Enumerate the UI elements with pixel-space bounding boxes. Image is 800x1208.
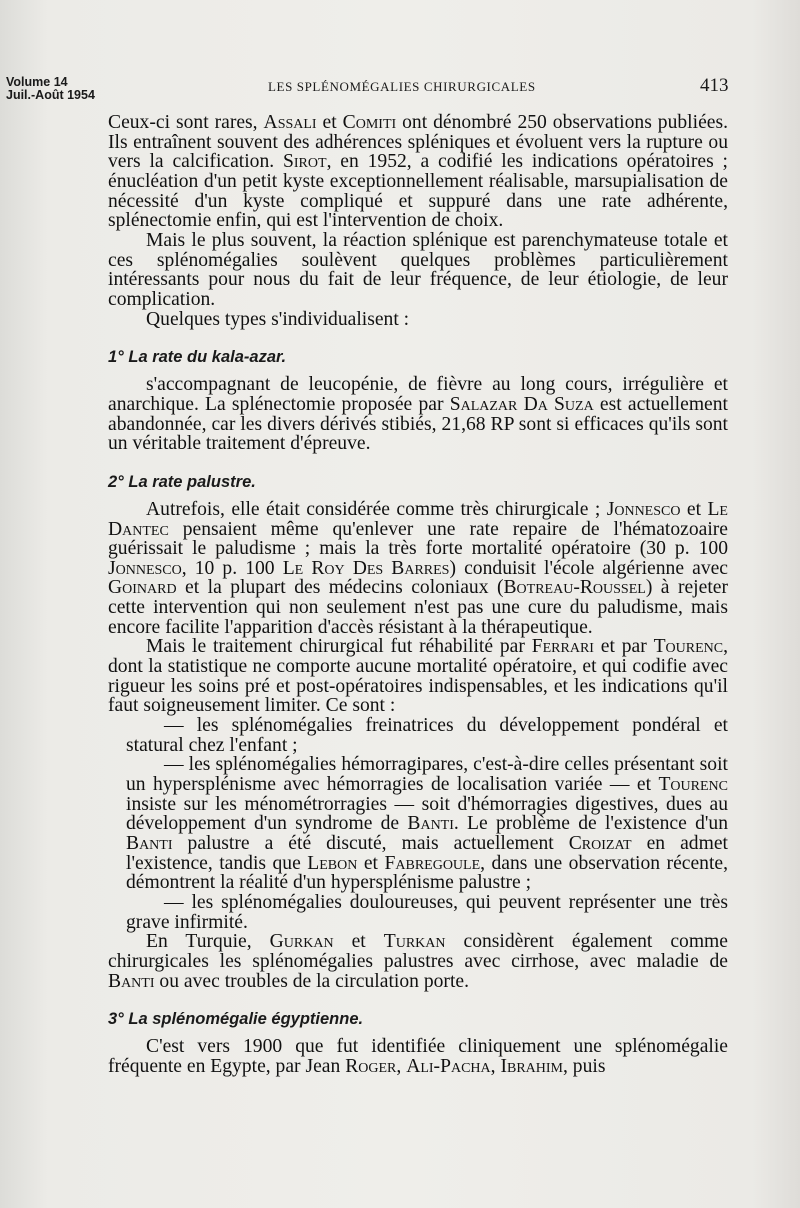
author-name: Salazar Da Suza [449, 393, 594, 415]
author-name: Sirot [283, 151, 327, 173]
author-name: Comiti [342, 112, 397, 133]
paragraph-egyptian: C'est vers 1900 que fut identifiée cliniquement une splénomégalie fréquente en Egypte, par Jean Roger, Ali-Pacha, Ibrahim, puis [108, 1036, 728, 1077]
author-name: Banti [126, 833, 173, 854]
article-body [108, 113, 728, 1077]
author-name: Lebon [307, 852, 358, 874]
author-name: Banti [407, 813, 454, 835]
paragraph-rehabilitation: Mais le traitement chirurgical fut réhabilité par Ferrari et par Tourenc, dont la statistique ne comporte aucune mortalité opératoire, et qui codifie avec rigueur les soins pré et post-opératoires indispensables, et les indications qu'il faut soigneusement limiter. Ce sont : [108, 636, 728, 717]
paragraph-kala-azar: s'accompagnant de leucopénie, de fièvre au long cours, irrégulière et anarchique. La splénectomie proposée par Salazar Da Suza est actuellement abandonnée, car les divers dérivés stibiés, 21,68 RP sont si efficaces qu'ils sont un véritable traitement d'épreuve. [108, 374, 728, 455]
page-number: 413 [700, 75, 729, 96]
author-name: Ali-Pacha [406, 1055, 491, 1077]
author-name: Ferrari [531, 636, 594, 658]
paragraph-turkey: En Turquie, Gurkan et Turkan considèrent également comme chirurgicales les splénomégalies palustres avec cirrhose, avec maladie de Banti ou avec troubles de la circulation porte. [108, 931, 728, 992]
section-heading-palustre: 2° La rate palustre. [108, 472, 256, 491]
indication-item: — les splénomégalies hémorragipares, c'est-à-dire celles présentant soit un hypersplénisme avec hémorragies de localisation variée — et Tourenc insiste sur les ménométrorragies — soit d'hémorragies digestives, dues au développement d'un syndrome de Banti. Le problème de l'existence d'un Banti palustre a été discuté, mais actuellement Croizat en admet l'existence, tandis que Lebon et Fabregoule, dans une observation récente, démontrent la réalité d'un hypersplénisme palustre ; [126, 754, 728, 894]
author-name: Jonnesco [606, 498, 681, 520]
running-title: LES SPLÉNOMÉGALIES CHIRURGICALES [268, 79, 536, 94]
author-name: Jonnesco [108, 557, 182, 579]
paragraph-cyst-intro: Ceux-ci sont rares, Assali et Comiti ont dénombré 250 observations publiées. Ils entraînent souvent des adhérences spléniques et évoluent vers la rupture ou vers la calcification. Sirot, en 1952, a codifié les indications opératoires ; énucléation d'un petit kyste exceptionnellement réalisable, marsupialisation de nécessité d'un kyste compliqué et suppuré dans une rate adhérente, splénectomie enfin, qui est l'intervention de choix. [108, 112, 729, 232]
volume-info [6, 76, 95, 102]
issue-date: Juil.-Août 1954 [6, 88, 95, 102]
author-name: Le Dantec [108, 498, 728, 540]
author-name: Botreau-Roussel [503, 577, 646, 599]
author-name: Roger [345, 1055, 397, 1077]
paragraph-types-intro: Quelques types s'individualisent : [146, 308, 410, 330]
author-name: Tourenc [658, 774, 728, 796]
author-name: Goinard [108, 577, 177, 599]
section-heading-kala-azar: 1° La rate du kala-azar. [108, 348, 287, 367]
author-name: Gurkan [269, 931, 334, 953]
indication-item: — les splénomégalies freinatrices du développement pondéral et statural chez l'enfant ; [126, 715, 728, 756]
author-name: Tourenc [653, 636, 724, 658]
paragraph-palustre-history: Autrefois, elle était considérée comme très chirurgicale ; Jonnesco et Le Dantec pensaient même qu'enlever une rate repaire de l'hématozoaire guérissait le paludisme ; mais la très forte mortalité opératoire (30 p. 100 Jonnesco, 10 p. 100 Le Roy Des Barres) conduisit l'école algérienne avec Goinard et la plupart des médecins coloniaux (Botreau-Roussel) à rejeter cette intervention qui non seulement n'est pas une cure du paludisme, mais encore facilite l'apparition d'accès résistant à la thérapeutique. [108, 498, 729, 638]
author-name: Turkan [383, 931, 446, 953]
author-name: Banti [108, 970, 155, 992]
author-name: Fabregoule [384, 852, 481, 874]
volume-number: Volume 14 [6, 75, 68, 89]
author-name: Le Roy Des Barres [282, 557, 450, 579]
author-name: Assali [263, 112, 317, 133]
paragraph-parenchymal: Mais le plus souvent, la réaction splénique est parenchymateuse totale et ces splénomégalies soulèvent quelques problèmes particulièrement intéressants pour nous du fait de leur fréquence, de leur étiologie, de leur complication. [108, 229, 728, 310]
indication-item: — les splénomégalies douloureuses, qui peuvent représenter une très grave infirmité. [126, 891, 728, 933]
author-name: Croizat [568, 833, 632, 854]
section-heading-egyptian: 3° La splénomégalie égyptienne. [108, 1010, 364, 1029]
author-name: Ibrahim [500, 1055, 563, 1077]
